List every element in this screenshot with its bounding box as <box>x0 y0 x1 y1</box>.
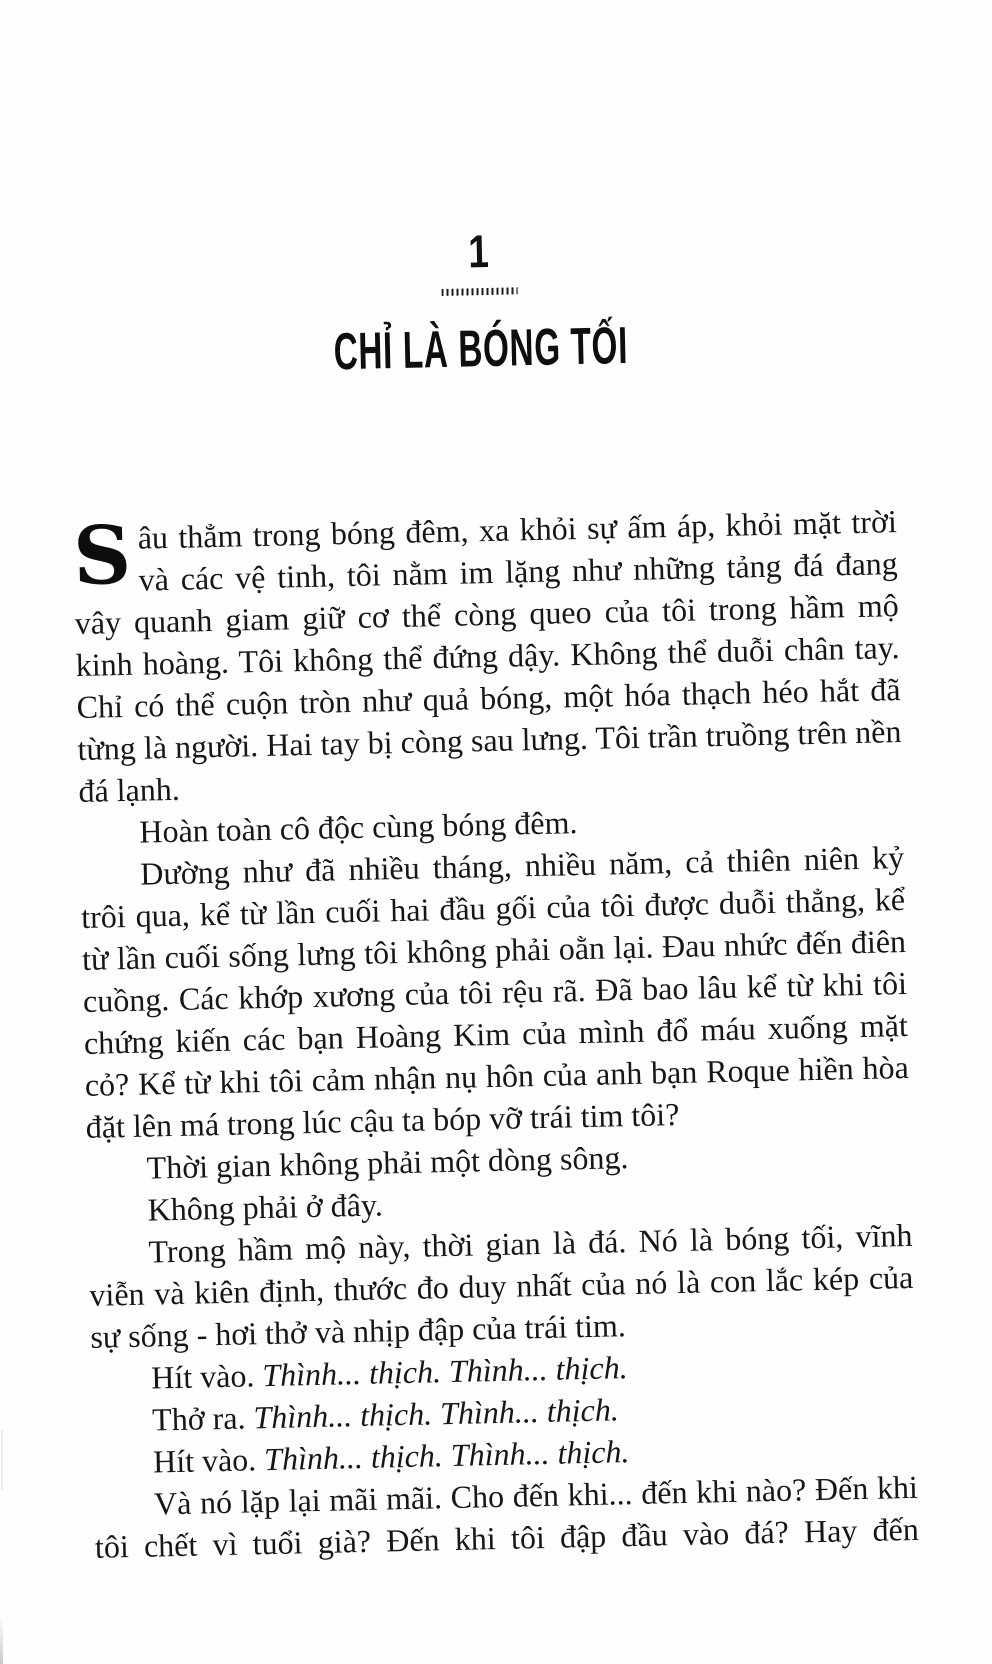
chapter-number-text: 1 <box>467 224 490 278</box>
paragraph <box>88 1214 915 1358</box>
paragraph <box>94 1466 920 1568</box>
text-run: âu thẳm trong bóng đêm, xa khỏi sự ấm áp, khỏi mặt trời và các vệ tinh, tôi nằm im lặng như những tảng đá đang vây quanh giam giữ cơ thể còng queo của tôi trong hầm mộ kinh hoàng. Tôi không thể đứng dậy. Không thể duỗi chân tay. Chỉ có thể cuộn tròn như quả bóng, một hóa thạch héo hắt đã từng là người. Hai tay bị còng sau lưng. Tôi trần truồng trên nền đá lạnh. <box>74 503 902 810</box>
chapter-ornament-rule <box>442 287 518 296</box>
chapter-title <box>68 312 893 386</box>
page-content <box>61 0 919 1568</box>
text-run: Hoàn toàn cô độc cùng bóng đêm. <box>138 804 578 850</box>
text-run: Hít vào. <box>152 1441 265 1480</box>
text-run-italic: Thình... thịch. Thình... thịch. <box>253 1391 620 1436</box>
paragraph <box>80 836 910 1148</box>
text-run: Trong hầm mộ này, thời gian là đá. Nó là bóng tối, vĩnh viễn và kiên định, thước đo duy nhất của nó là con lắc kép của sự sống - hơi thở và nhịp đập của trái tim. <box>89 1216 914 1355</box>
text-run: Không phải ở đây. <box>147 1186 384 1228</box>
chapter-title-text: CHỈ LÀ BÓNG TỐI <box>333 316 629 382</box>
text-run: Hít vào. <box>150 1357 263 1396</box>
text-run-italic: Thình... thịch. Thình... thịch. <box>263 1433 630 1478</box>
chapter-number <box>66 217 891 285</box>
dropcap-letter: S <box>72 507 133 604</box>
text-run: Thở ra. <box>151 1399 254 1438</box>
scan-edge-artifact <box>0 1616 3 1664</box>
text-run: Dường như đã nhiều tháng, nhiều năm, cả thiên niên kỷ trôi qua, kể từ lần cuối hai đầu gối của tôi được duỗi thẳng, kể từ lần cuối sống lưng tôi không phải oằn lại. Đau nhức đến điên cuồng. Các khớp xương của tôi rệu rã. Đã bao lâu kể từ khi tôi chứng kiến các bạn Hoàng Kim của mình đổ máu xuống mặt cỏ? Kể từ khi tôi cảm nhận nụ hôn của anh bạn Roque hiền hòa đặt lên má trong lúc cậu ta bóp vỡ trái tim tôi? <box>80 839 910 1145</box>
text-run-italic: Thình... thịch. Thình... thịch. <box>261 1349 628 1394</box>
scan-edge-artifact-upper <box>1 1430 3 1490</box>
text-run: Và nó lặp lại mãi mãi. Cho đến khi... đến khi nào? Đến khi tôi chết vì tuổi già? Đến khi tôi đập đầu vào đá? Hay đến <box>94 1468 920 1565</box>
text-run: Thời gian không phải một dòng sông. <box>146 1139 629 1186</box>
body-text <box>72 500 919 1568</box>
paragraph <box>72 500 902 812</box>
